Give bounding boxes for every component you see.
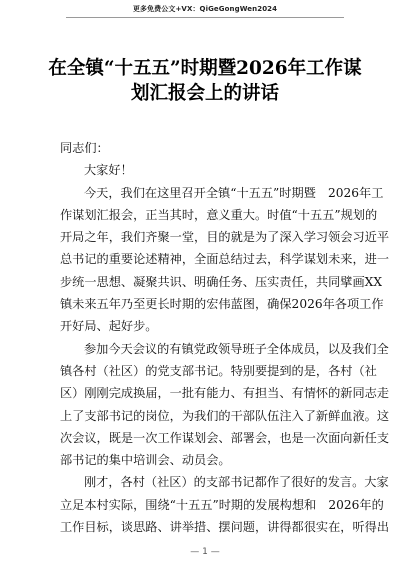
- document-title: [40, 56, 370, 106]
- paragraph-line: 刚才，各村（社区）的支部书记都作了很好的发言。大家: [84, 475, 389, 490]
- paragraph-line: 参加今天会议的有镇党政领导班子全体成员，以及我们全: [84, 341, 389, 356]
- speech-body: [60, 137, 390, 538]
- paragraph-line: 作谋划汇报会，正当其时，意义重大。时值“十五五”规划的: [60, 207, 378, 222]
- paragraph-line: 镇未来五年乃至更长时期的宏伟蓝图，确保2026年各项工作: [60, 297, 384, 312]
- paragraph-line: 区）刚刚完成换届，一批有能力、有担当、有情怀的新同志走: [60, 386, 390, 401]
- page-number: — 1 —: [190, 547, 220, 557]
- title-line-1: 在全镇“十五五”时期暨2026年工作谋: [48, 58, 362, 79]
- salutation: 同志们：: [60, 141, 109, 155]
- paragraph-line: 今天，我们在这里召开全镇“十五五”时期暨 2026年工: [84, 185, 384, 200]
- paragraph-line: 上了支部书记的岗位，为我们的干部队伍注入了新鲜血液。这: [60, 408, 390, 423]
- title-line-2: 划汇报会上的讲话: [130, 83, 279, 104]
- paragraph-3: [60, 471, 390, 538]
- paragraph-line: 工作目标，谈思路、讲举措、摆问题，讲得都很实在，听得出: [60, 520, 390, 535]
- header-divider: [66, 17, 344, 18]
- paragraph-2: [60, 338, 390, 472]
- paragraph-line: 镇各村（社区）的党支部书记。特别要提到的是，各村（社: [60, 363, 377, 378]
- paragraph-1: [60, 182, 390, 338]
- paragraph-line: 步统一思想、凝聚共识、明确任务、压实责任，共同擘画XX: [60, 274, 383, 289]
- paragraph-line: 次会议，既是一次工作谋划会、部署会，也是一次面向新任支: [60, 430, 390, 445]
- paragraph-line: 部书记的集中培训会、动员会。: [60, 453, 231, 468]
- greeting: 大家好！: [84, 163, 133, 178]
- paragraph-line: 开好局、起好步。: [60, 319, 158, 334]
- header-note: 更多免费公文+VX：QiGeGongWen2024: [132, 5, 278, 13]
- paragraph-line: 开局之年，我们齐聚一堂，目的就是为了深入学习领会习近平: [60, 230, 390, 245]
- paragraph-line: 总书记的重要论述精神，全面总结过去，科学谋划未来，进一: [60, 252, 390, 267]
- paragraph-line: 立足本村实际，围绕“十五五”时期的发展构想和 2026年的: [60, 497, 384, 512]
